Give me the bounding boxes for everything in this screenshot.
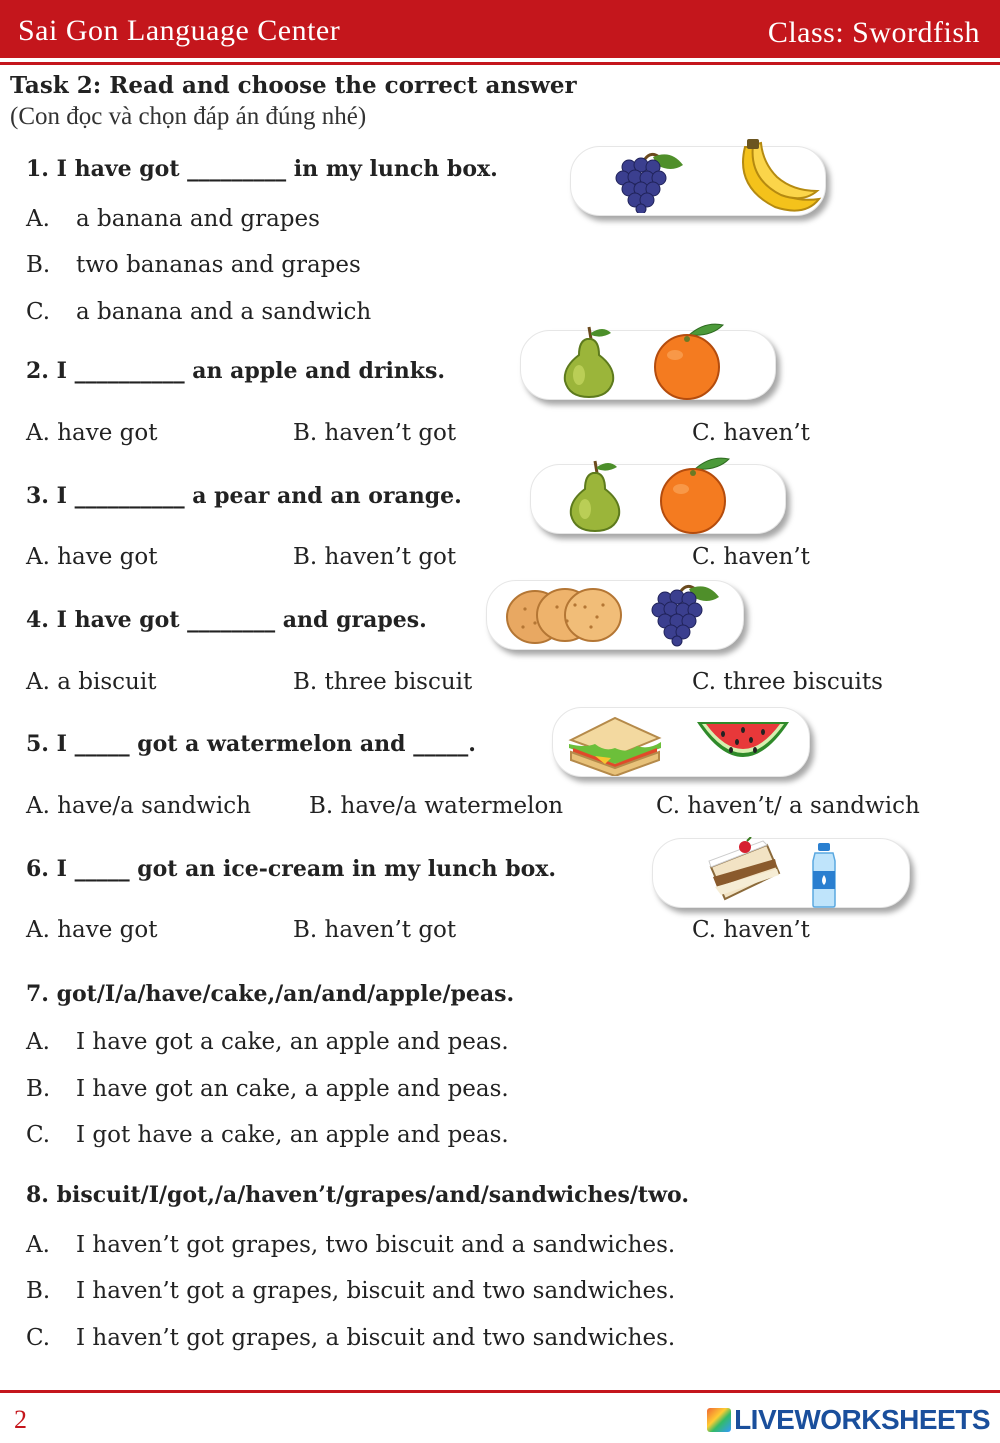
watermelon-icon xyxy=(693,712,793,776)
q7-option-a[interactable]: I have got a cake, an apple and peas. xyxy=(76,1029,509,1055)
q2-option-c[interactable]: C. haven’t xyxy=(692,420,810,446)
footer-divider xyxy=(0,1390,1000,1393)
water-bottle-icon xyxy=(807,841,841,909)
pear-icon xyxy=(563,457,627,533)
header-bar xyxy=(0,0,1000,58)
q1-option-a[interactable]: a banana and grapes xyxy=(76,206,320,232)
q6-option-c[interactable]: C. haven’t xyxy=(692,917,810,943)
question-7: 7. got/I/a/have/cake,/an/and/apple/peas. xyxy=(26,981,515,1007)
question-3-image-box xyxy=(530,464,786,534)
question-6-image-box xyxy=(652,838,910,908)
orange-icon xyxy=(649,321,725,401)
q1-option-b[interactable]: two bananas and grapes xyxy=(76,252,361,278)
q6-option-b[interactable]: B. haven’t got xyxy=(293,917,457,943)
q8-option-a-letter: A. xyxy=(26,1232,50,1258)
question-5-image-box xyxy=(552,707,810,777)
task-title: Task 2: Read and choose the correct answer xyxy=(10,72,577,99)
q7-option-b[interactable]: I have got an cake, a apple and peas. xyxy=(76,1076,509,1102)
q8-option-b[interactable]: I haven’t got a grapes, biscuit and two sandwiches. xyxy=(76,1278,676,1304)
orange-icon xyxy=(655,455,731,535)
q4-option-c[interactable]: C. three biscuits xyxy=(692,669,883,695)
q8-option-c[interactable]: I haven’t got grapes, a biscuit and two sandwiches. xyxy=(76,1325,676,1351)
q1-option-c[interactable]: a banana and a sandwich xyxy=(76,299,372,325)
q1-option-a-letter: A. xyxy=(26,206,50,232)
question-6: 6. I _____ got an ice-cream in my lunch box. xyxy=(26,856,557,882)
q5-option-b[interactable]: B. have/a watermelon xyxy=(309,793,564,819)
grapes-icon xyxy=(607,151,687,213)
question-2: 2. I __________ an apple and drinks. xyxy=(26,358,446,384)
q3-option-b[interactable]: B. haven’t got xyxy=(293,544,457,570)
class-label: Class: Swordfish xyxy=(767,16,980,49)
liveworksheets-text: LIVEWORKSHEETS xyxy=(734,1404,990,1435)
question-8: 8. biscuit/I/got,/a/haven’t/grapes/and/sandwiches/two. xyxy=(26,1182,689,1208)
banana-icon xyxy=(731,139,823,219)
sandwich-icon xyxy=(565,712,665,776)
question-4-image-box xyxy=(486,580,744,650)
header-divider xyxy=(0,62,1000,65)
question-1: 1. I have got _________ in my lunch box. xyxy=(26,156,498,182)
q3-option-a[interactable]: A. have got xyxy=(26,544,158,570)
q8-option-c-letter: C. xyxy=(26,1325,51,1351)
q1-option-b-letter: B. xyxy=(26,252,51,278)
q6-option-a[interactable]: A. have got xyxy=(26,917,158,943)
q8-option-b-letter: B. xyxy=(26,1278,51,1304)
grapes-icon xyxy=(643,581,723,647)
page-number: 2 xyxy=(14,1405,27,1434)
q8-option-a[interactable]: I haven’t got grapes, two biscuit and a sandwiches. xyxy=(76,1232,676,1258)
question-3: 3. I __________ a pear and an orange. xyxy=(26,483,462,509)
q4-option-a[interactable]: A. a biscuit xyxy=(26,669,157,695)
q5-option-a[interactable]: A. have/a sandwich xyxy=(26,793,251,819)
q1-option-c-letter: C. xyxy=(26,299,51,325)
q7-option-c[interactable]: I got have a cake, an apple and peas. xyxy=(76,1122,509,1148)
pear-icon xyxy=(557,323,621,399)
liveworksheets-logo[interactable] xyxy=(707,1404,990,1436)
q7-option-b-letter: B. xyxy=(26,1076,51,1102)
liveworksheets-badge-icon xyxy=(707,1408,731,1432)
question-4: 4. I have got ________ and grapes. xyxy=(26,607,427,633)
cake-icon xyxy=(705,837,785,909)
task-subtitle: (Con đọc và chọn đáp án đúng nhé) xyxy=(10,103,367,130)
biscuits-icon xyxy=(505,583,623,647)
q2-option-b[interactable]: B. haven’t got xyxy=(293,420,457,446)
q3-option-c[interactable]: C. haven’t xyxy=(692,544,810,570)
question-1-image-box xyxy=(570,146,826,216)
q2-option-a[interactable]: A. have got xyxy=(26,420,158,446)
q4-option-b[interactable]: B. three biscuit xyxy=(293,669,473,695)
q7-option-c-letter: C. xyxy=(26,1122,51,1148)
q5-option-c[interactable]: C. haven’t/ a sandwich xyxy=(656,793,920,819)
question-2-image-box xyxy=(520,330,776,400)
question-5: 5. I _____ got a watermelon and _____. xyxy=(26,731,476,757)
center-name: Sai Gon Language Center xyxy=(18,14,341,47)
q7-option-a-letter: A. xyxy=(26,1029,50,1055)
